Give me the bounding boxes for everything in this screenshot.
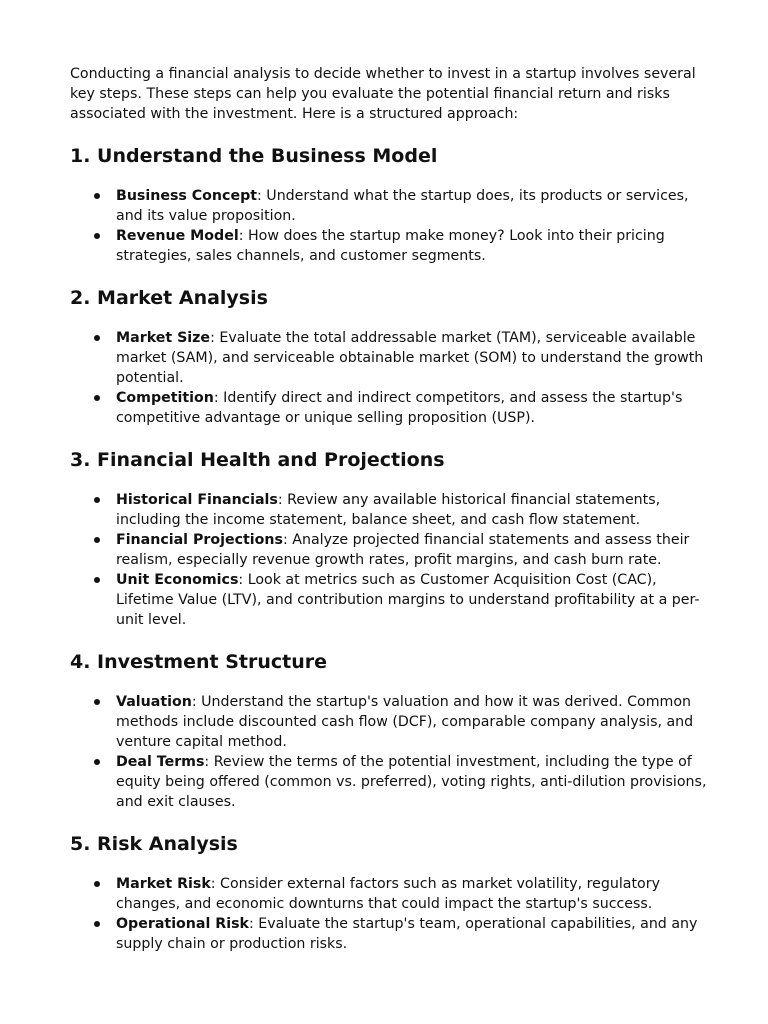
list-item bbox=[70, 490, 710, 530]
bullet-icon bbox=[94, 577, 100, 583]
bullet-icon bbox=[94, 759, 100, 765]
bullet-icon bbox=[94, 193, 100, 199]
bullet-icon bbox=[94, 881, 100, 887]
bullet-term: Historical Financials bbox=[116, 492, 278, 508]
bullet-term: Market Size bbox=[116, 330, 211, 346]
bullet-text: : Analyze projected financial statements and assess their realism, especially revenue growth rates, profit margins, and cash burn rate. bbox=[116, 532, 690, 568]
bullet-term: Competition bbox=[116, 390, 214, 406]
bullet-text: : Look at metrics such as Customer Acquisition Cost (CAC), Lifetime Value (LTV), and contribution margins to understand profitability at a per-unit level. bbox=[116, 572, 700, 628]
section-heading: 4. Investment Structure bbox=[70, 651, 328, 673]
bullet-list bbox=[70, 186, 710, 266]
bullet-text: : Consider external factors such as market volatility, regulatory changes, and economic downturns that could impact the startup's success. bbox=[116, 876, 660, 912]
bullet-term: Valuation bbox=[116, 694, 192, 710]
bullet-text: : Review any available historical financial statements, including the income statement, balance sheet, and cash flow statement. bbox=[116, 492, 661, 528]
bullet-text: : Understand what the startup does, its products or services, and its value proposition. bbox=[116, 188, 689, 224]
section-heading: 1. Understand the Business Model bbox=[70, 145, 438, 167]
bullet-term: Operational Risk bbox=[116, 916, 249, 932]
list-item bbox=[70, 186, 710, 226]
list-item bbox=[70, 388, 710, 428]
bullet-text: : Understand the startup's valuation and how it was derived. Common methods include discounted cash flow (DCF), comparable company analysis, and venture capital method. bbox=[116, 694, 694, 750]
bullet-icon bbox=[94, 497, 100, 503]
bullet-icon bbox=[94, 699, 100, 705]
bullet-list bbox=[70, 874, 710, 954]
bullet-icon bbox=[94, 233, 100, 239]
bullet-text: : Evaluate the startup's team, operational capabilities, and any supply chain or production risks. bbox=[116, 916, 698, 952]
section-heading: 5. Risk Analysis bbox=[70, 833, 238, 855]
document-page bbox=[70, 64, 710, 954]
bullet-text: : Evaluate the total addressable market (TAM), serviceable available market (SAM), and serviceable obtainable market (SOM) to understand the growth potential. bbox=[116, 330, 704, 386]
list-item bbox=[70, 752, 710, 812]
bullet-icon bbox=[94, 335, 100, 341]
bullet-term: Business Concept bbox=[116, 188, 258, 204]
list-item bbox=[70, 874, 710, 914]
section-heading: 2. Market Analysis bbox=[70, 287, 268, 309]
list-item bbox=[70, 692, 710, 752]
bullet-text: : How does the startup make money? Look into their pricing strategies, sales channels, and customer segments. bbox=[116, 228, 665, 264]
bullet-icon bbox=[94, 921, 100, 927]
bullet-list bbox=[70, 490, 710, 630]
bullet-text: : Review the terms of the potential investment, including the type of equity being offered (common vs. preferred), voting rights, anti-dilution provisions, and exit clauses. bbox=[116, 754, 707, 810]
bullet-term: Revenue Model bbox=[116, 228, 239, 244]
bullet-term: Market Risk bbox=[116, 876, 211, 892]
list-item bbox=[70, 328, 710, 388]
intro-paragraph: Conducting a financial analysis to decide whether to invest in a startup involves several key steps. These steps can help you evaluate the potential financial return and risks associated with the investment. Here is a structured approach: bbox=[70, 66, 696, 122]
list-item bbox=[70, 226, 710, 266]
list-item bbox=[70, 530, 710, 570]
bullet-icon bbox=[94, 395, 100, 401]
bullet-list bbox=[70, 328, 710, 428]
list-item bbox=[70, 914, 710, 954]
bullet-text: : Identify direct and indirect competitors, and assess the startup's competitive advantage or unique selling proposition (USP). bbox=[116, 390, 683, 426]
list-item bbox=[70, 570, 710, 630]
bullet-list bbox=[70, 692, 710, 812]
section-heading: 3. Financial Health and Projections bbox=[70, 449, 445, 471]
bullet-term: Unit Economics bbox=[116, 572, 239, 588]
bullet-icon bbox=[94, 537, 100, 543]
bullet-term: Deal Terms bbox=[116, 754, 205, 770]
bullet-term: Financial Projections bbox=[116, 532, 283, 548]
